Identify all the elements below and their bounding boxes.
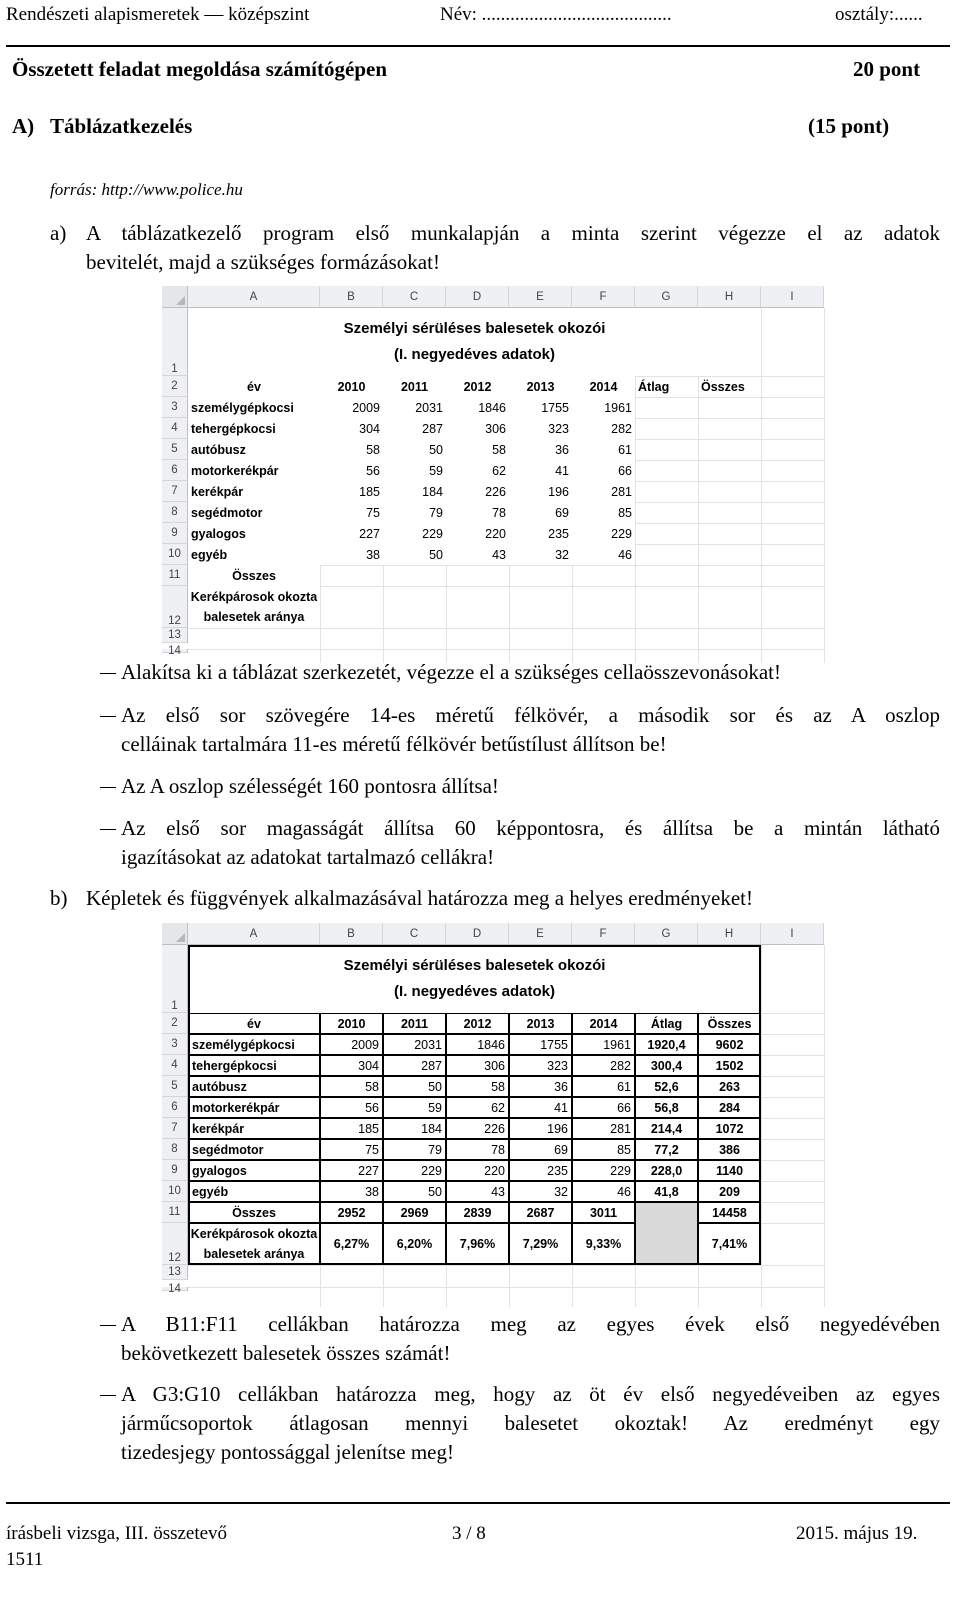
bullet-dash [100, 1395, 116, 1396]
average-cell: 77,2 [635, 1139, 698, 1160]
row-header-7: 7 [162, 1118, 188, 1139]
category-cell: egyéb [188, 1181, 320, 1202]
header-rule [6, 45, 950, 47]
average-cell: 1920,4 [635, 1034, 698, 1055]
row-header-13: 13 [162, 628, 188, 643]
ratio-cell: 9,33% [572, 1223, 635, 1265]
row-total-cell: 9602 [698, 1034, 761, 1055]
bullet-dash [100, 787, 116, 788]
task-a-letter: a) [50, 221, 67, 245]
value-cell: 1846 [446, 1034, 509, 1055]
column-header-D: D [446, 286, 509, 308]
row-header-10: 10 [162, 1181, 188, 1202]
value-cell: 38 [320, 544, 383, 565]
value-cell: 43 [446, 544, 509, 565]
value-cell: 229 [383, 1160, 446, 1181]
column-header-H: H [698, 923, 761, 945]
header-cell: 2013 [509, 1013, 572, 1034]
row-header-9: 9 [162, 1160, 188, 1181]
average-cell: 56,8 [635, 1097, 698, 1118]
category-cell: tehergépkocsi [188, 1055, 320, 1076]
header-cell: 2014 [572, 1013, 635, 1034]
bullet-dash [100, 716, 116, 717]
column-header-A: A [188, 923, 320, 945]
value-cell: 1961 [572, 397, 635, 418]
sheet-title-line1: Személyi sérüléses balesetek okozói [343, 957, 606, 974]
category-cell: egyéb [188, 544, 320, 565]
value-cell: 2009 [320, 1034, 383, 1055]
row-total-cell: 284 [698, 1097, 761, 1118]
category-cell: kerékpár [188, 1118, 320, 1139]
value-cell: 287 [383, 418, 446, 439]
ratio-label-line2: balesetek aránya [203, 610, 305, 624]
value-cell: 75 [320, 1139, 383, 1160]
total-label-cell: Összes [188, 1202, 320, 1223]
bullet-b1-line2: bekövetkezett balesetek összes számát! [121, 1341, 451, 1365]
column-header-I: I [761, 286, 824, 308]
bullet-b1-line1: A B11:F11 cellákban határozza meg az egyes évek első negyedévében [121, 1312, 940, 1336]
value-cell: 78 [446, 502, 509, 523]
value-cell: 38 [320, 1181, 383, 1202]
gridline-vertical [761, 945, 762, 1307]
header-cell: 2011 [383, 1013, 446, 1034]
row-total-cell: 209 [698, 1181, 761, 1202]
row-header-14: 14 [162, 649, 188, 653]
header-cell: év [188, 1013, 320, 1034]
value-cell: 59 [383, 1097, 446, 1118]
value-cell: 220 [446, 1160, 509, 1181]
value-cell: 50 [383, 439, 446, 460]
value-cell: 281 [572, 481, 635, 502]
category-cell: tehergépkocsi [188, 418, 320, 439]
row-header-7: 7 [162, 481, 188, 502]
row-header-11: 11 [162, 1202, 188, 1223]
column-header-G: G [635, 286, 698, 308]
value-cell: 46 [572, 544, 635, 565]
ratio-cell: 6,20% [383, 1223, 446, 1265]
bullet-a2-line1: Az első sor szövegére 14-es méretű félkövér, a második sor és az A oszlop [121, 703, 940, 727]
ratio-cell: 6,27% [320, 1223, 383, 1265]
ratio-total-cell: 7,41% [698, 1223, 761, 1265]
category-cell: motorkerékpár [188, 1097, 320, 1118]
header-cell: Átlag [635, 1013, 698, 1034]
value-cell: 36 [509, 1076, 572, 1097]
gridline-horizontal [188, 649, 824, 650]
value-cell: 66 [572, 1097, 635, 1118]
header-class-label: osztály:...... [835, 4, 923, 25]
empty-gray-cell [635, 1202, 698, 1265]
value-cell: 226 [446, 1118, 509, 1139]
value-cell: 59 [383, 460, 446, 481]
column-header-H: H [698, 286, 761, 308]
total-label-cell: Összes [188, 565, 320, 586]
value-cell: 323 [509, 418, 572, 439]
value-cell: 58 [320, 439, 383, 460]
task-b-letter: b) [50, 886, 68, 910]
average-cell: 52,6 [635, 1076, 698, 1097]
row-total-cell: 1072 [698, 1118, 761, 1139]
value-cell: 1755 [509, 397, 572, 418]
value-cell: 304 [320, 418, 383, 439]
value-cell: 62 [446, 1097, 509, 1118]
footer-left: írásbeli vizsga, III. összetevő [6, 1523, 228, 1544]
footer-code: 1511 [6, 1549, 44, 1570]
row-header-1: 1 [162, 945, 188, 1013]
value-cell: 85 [572, 502, 635, 523]
ratio-cell: 7,96% [446, 1223, 509, 1265]
row-header-5: 5 [162, 1076, 188, 1097]
column-header-F: F [572, 923, 635, 945]
row-header-14: 14 [162, 1287, 188, 1291]
category-cell: segédmotor [188, 502, 320, 523]
row-header-6: 6 [162, 1097, 188, 1118]
value-cell: 50 [383, 1181, 446, 1202]
column-header-E: E [509, 286, 572, 308]
column-header-I: I [761, 923, 824, 945]
value-cell: 323 [509, 1055, 572, 1076]
value-cell: 78 [446, 1139, 509, 1160]
spreadsheet-solution [162, 923, 864, 1295]
section-title: Összetett feladat megoldása számítógépen [12, 57, 388, 81]
value-cell: 79 [383, 1139, 446, 1160]
column-header-A: A [188, 286, 320, 308]
value-cell: 32 [509, 1181, 572, 1202]
value-cell: 69 [509, 1139, 572, 1160]
row-header-8: 8 [162, 1139, 188, 1160]
value-cell: 306 [446, 418, 509, 439]
category-cell: motorkerékpár [188, 460, 320, 481]
value-cell: 1961 [572, 1034, 635, 1055]
value-cell: 185 [320, 481, 383, 502]
section-points: 20 pont [853, 57, 921, 81]
year-total-cell: 2969 [383, 1202, 446, 1223]
gridline-horizontal [188, 1287, 824, 1288]
bullet-a3-line1: Az A oszlop szélességét 160 pontosra állítsa! [121, 774, 499, 798]
value-cell: 196 [509, 1118, 572, 1139]
row-total-cell: 386 [698, 1139, 761, 1160]
value-cell: 229 [572, 523, 635, 544]
footer-date: 2015. május 19. [796, 1523, 918, 1544]
select-all-corner [162, 286, 188, 308]
value-cell: 235 [509, 523, 572, 544]
task-a-line1: A táblázatkezelő program első munkalapján a minta szerint végezze el az adatok [86, 221, 940, 245]
header-cell: Összes [698, 1013, 761, 1034]
value-cell: 185 [320, 1118, 383, 1139]
column-header-E: E [509, 923, 572, 945]
sheet-title-line1: Személyi sérüléses balesetek okozói [343, 320, 606, 337]
row-header-11: 11 [162, 565, 188, 586]
value-cell: 281 [572, 1118, 635, 1139]
column-header-G: G [635, 923, 698, 945]
part-title: Táblázatkezelés [50, 114, 193, 138]
value-cell: 2031 [383, 1034, 446, 1055]
category-cell: autóbusz [188, 439, 320, 460]
column-header-B: B [320, 923, 383, 945]
year-total-cell: 2952 [320, 1202, 383, 1223]
row-header-5: 5 [162, 439, 188, 460]
task-b-line1: Képletek és függvények alkalmazásával határozza meg a helyes eredményeket! [86, 886, 753, 910]
value-cell: 184 [383, 481, 446, 502]
header-cell: 2012 [446, 1013, 509, 1034]
header-cell: Átlag [638, 379, 670, 394]
header-cell: 2010 [320, 376, 383, 397]
part-letter: A) [12, 114, 35, 138]
source-note: forrás: http://www.police.hu [50, 180, 243, 199]
value-cell: 2009 [320, 397, 383, 418]
value-cell: 1755 [509, 1034, 572, 1055]
year-total-cell: 2687 [509, 1202, 572, 1223]
column-header-F: F [572, 286, 635, 308]
ratio-label-line2: balesetek aránya [203, 1247, 305, 1261]
header-subject: Rendészeti alapismeretek — középszint [6, 4, 310, 25]
row-header-12: 12 [162, 586, 188, 628]
value-cell: 287 [383, 1055, 446, 1076]
row-header-4: 4 [162, 418, 188, 439]
row-header-12: 12 [162, 1223, 188, 1265]
year-total-cell: 3011 [572, 1202, 635, 1223]
bullet-dash [100, 1325, 116, 1326]
spreadsheet-sample [162, 286, 864, 657]
value-cell: 56 [320, 1097, 383, 1118]
year-total-cell: 2839 [446, 1202, 509, 1223]
value-cell: 50 [383, 1076, 446, 1097]
value-cell: 46 [572, 1181, 635, 1202]
row-header-3: 3 [162, 397, 188, 418]
part-points: (15 pont) [808, 114, 890, 138]
row-header-3: 3 [162, 1034, 188, 1055]
value-cell: 306 [446, 1055, 509, 1076]
value-cell: 196 [509, 481, 572, 502]
ratio-label-cell [188, 586, 320, 628]
row-header-8: 8 [162, 502, 188, 523]
column-header-C: C [383, 923, 446, 945]
task-a-line2: bevitelét, majd a szükséges formázásokat! [86, 250, 440, 274]
sheet-title [188, 308, 761, 376]
gridline-horizontal [188, 628, 824, 629]
gridline-horizontal [188, 1265, 824, 1266]
value-cell: 229 [383, 523, 446, 544]
select-all-corner [162, 923, 188, 945]
value-cell: 184 [383, 1118, 446, 1139]
sheet-title-line2: (I. negyedéves adatok) [394, 346, 555, 363]
value-cell: 220 [446, 523, 509, 544]
row-header-6: 6 [162, 460, 188, 481]
bullet-a2-line2: celláinak tartalmára 11-es méretű félkövér betűstílust állítson be! [121, 732, 667, 756]
row-total-cell: 263 [698, 1076, 761, 1097]
value-cell: 69 [509, 502, 572, 523]
value-cell: 227 [320, 523, 383, 544]
bullet-dash [100, 673, 116, 674]
column-header-D: D [446, 923, 509, 945]
gridline-vertical [761, 308, 762, 663]
value-cell: 58 [446, 1076, 509, 1097]
category-cell: segédmotor [188, 1139, 320, 1160]
sheet-title-line2: (I. negyedéves adatok) [394, 983, 555, 1000]
value-cell: 85 [572, 1139, 635, 1160]
average-cell: 214,4 [635, 1118, 698, 1139]
header-cell: 2013 [509, 376, 572, 397]
gridline-vertical [824, 308, 825, 663]
ratio-label-line1: Kerékpárosok okozta [190, 590, 318, 604]
value-cell: 66 [572, 460, 635, 481]
value-cell: 58 [320, 1076, 383, 1097]
category-cell: autóbusz [188, 1076, 320, 1097]
header-cell: 2011 [383, 376, 446, 397]
value-cell: 43 [446, 1181, 509, 1202]
row-header-1: 1 [162, 308, 188, 376]
average-cell: 300,4 [635, 1055, 698, 1076]
column-header-C: C [383, 286, 446, 308]
row-header-2: 2 [162, 376, 188, 397]
value-cell: 75 [320, 502, 383, 523]
grand-total-cell: 14458 [698, 1202, 761, 1223]
category-cell: személygépkocsi [188, 397, 320, 418]
value-cell: 32 [509, 544, 572, 565]
row-header-2: 2 [162, 1013, 188, 1034]
value-cell: 1846 [446, 397, 509, 418]
footer-page: 3 / 8 [452, 1523, 486, 1544]
value-cell: 56 [320, 460, 383, 481]
category-cell: gyalogos [188, 523, 320, 544]
column-header-B: B [320, 286, 383, 308]
header-name-label: Név: ........................................ [440, 4, 672, 25]
bullet-a4-line2: igazításokat az adatokat tartalmazó cellákra! [121, 845, 495, 869]
value-cell: 62 [446, 460, 509, 481]
value-cell: 282 [572, 418, 635, 439]
row-header-10: 10 [162, 544, 188, 565]
header-cell: Összes [701, 379, 745, 394]
value-cell: 2031 [383, 397, 446, 418]
sheet-title [188, 945, 761, 1013]
row-header-4: 4 [162, 1055, 188, 1076]
value-cell: 79 [383, 502, 446, 523]
header-cell: 2014 [572, 376, 635, 397]
bullet-dash [100, 829, 116, 830]
gridline-vertical [824, 945, 825, 1307]
value-cell: 61 [572, 1076, 635, 1097]
bullet-a4-line1: Az első sor magasságát állítsa 60 képpontosra, és állítsa be a mintán látható [121, 816, 940, 840]
row-total-cell: 1502 [698, 1055, 761, 1076]
header-cell: 2012 [446, 376, 509, 397]
bullet-b2-line2: járműcsoportok átlagosan mennyi balesetet okoztak! Az eredményt egy [121, 1411, 940, 1435]
ratio-label-cell [188, 1223, 320, 1265]
header-cell: 2010 [320, 1013, 383, 1034]
value-cell: 61 [572, 439, 635, 460]
footer-rule [6, 1502, 950, 1504]
value-cell: 282 [572, 1055, 635, 1076]
value-cell: 227 [320, 1160, 383, 1181]
category-cell: kerékpár [188, 481, 320, 502]
ratio-label-line1: Kerékpárosok okozta [190, 1227, 318, 1241]
average-cell: 41,8 [635, 1181, 698, 1202]
bullet-a1-line1: Alakítsa ki a táblázat szerkezetét, végezze el a szükséges cellaösszevonásokat! [121, 660, 782, 684]
value-cell: 41 [509, 1097, 572, 1118]
row-header-13: 13 [162, 1265, 188, 1280]
bullet-b2-line3: tizedesjegy pontossággal jelenítse meg! [121, 1440, 454, 1464]
category-cell: gyalogos [188, 1160, 320, 1181]
average-cell: 228,0 [635, 1160, 698, 1181]
value-cell: 41 [509, 460, 572, 481]
value-cell: 58 [446, 439, 509, 460]
value-cell: 36 [509, 439, 572, 460]
value-cell: 50 [383, 544, 446, 565]
bullet-b2-line1: A G3:G10 cellákban határozza meg, hogy az öt év első negyedéveiben az egyes [121, 1382, 940, 1406]
ratio-cell: 7,29% [509, 1223, 572, 1265]
value-cell: 235 [509, 1160, 572, 1181]
value-cell: 229 [572, 1160, 635, 1181]
value-cell: 226 [446, 481, 509, 502]
value-cell: 304 [320, 1055, 383, 1076]
category-cell: személygépkocsi [188, 1034, 320, 1055]
row-header-9: 9 [162, 523, 188, 544]
row-total-cell: 1140 [698, 1160, 761, 1181]
header-cell: év [188, 376, 320, 397]
